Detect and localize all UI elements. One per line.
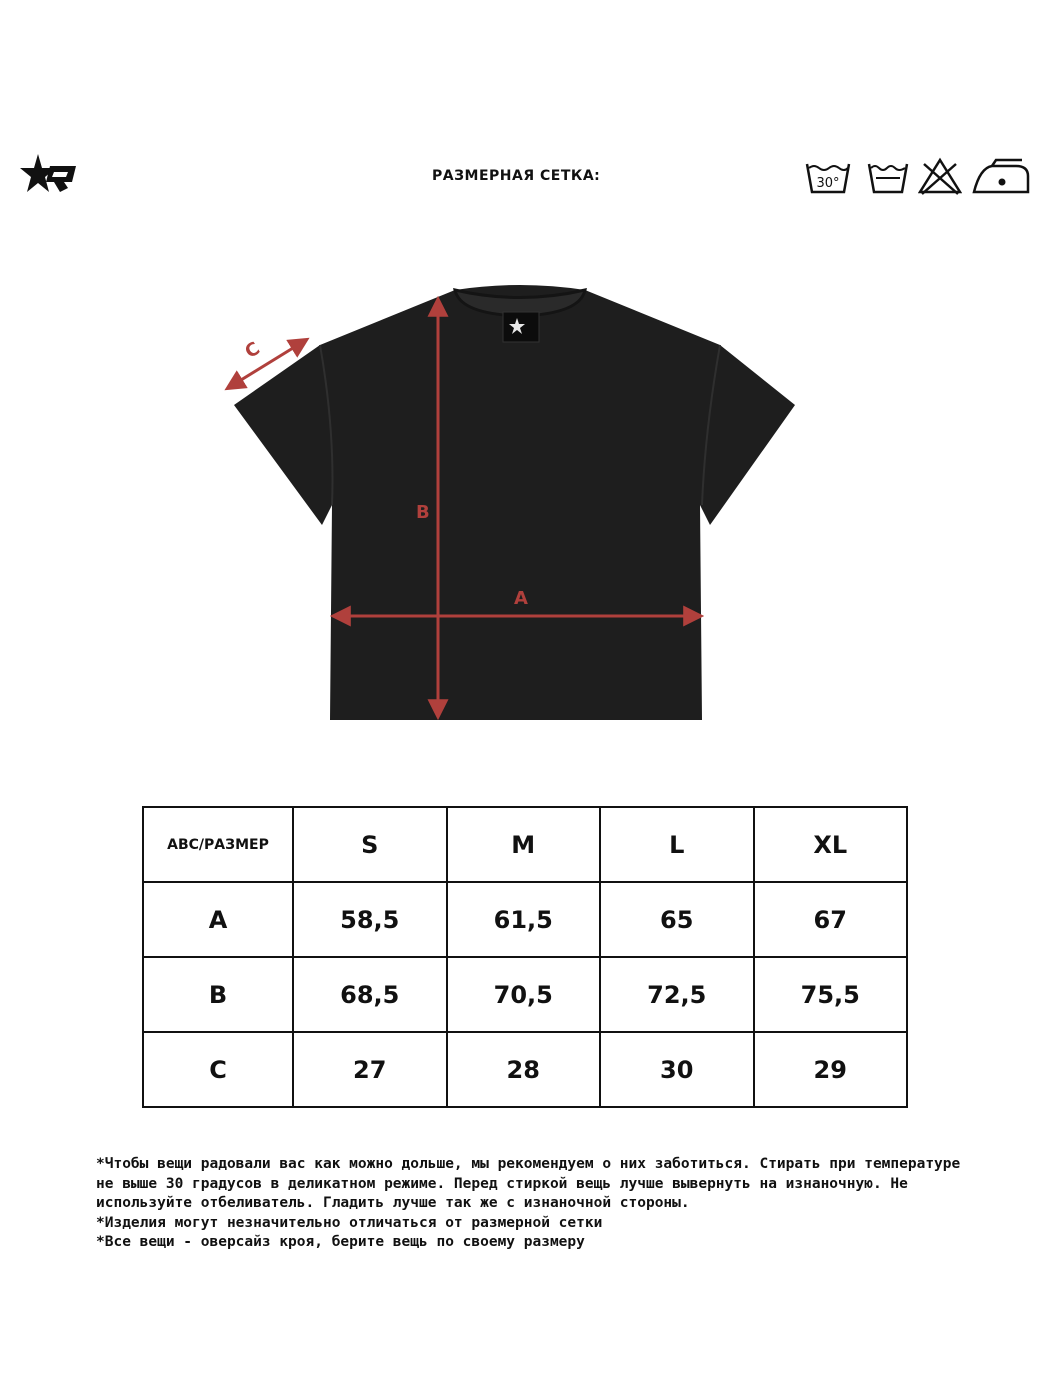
no-bleach-icon — [918, 156, 962, 200]
hand-wash-icon — [866, 156, 910, 200]
size-header: M — [447, 807, 601, 882]
table-header-row — [143, 807, 907, 882]
label-b: B — [416, 502, 430, 523]
table-cell: 72,5 — [600, 957, 754, 1032]
tshirt-diagram — [210, 270, 830, 740]
care-notes — [96, 1155, 976, 1253]
table-cell: 29 — [754, 1032, 908, 1107]
row-label: B — [143, 957, 293, 1032]
table-cell: 58,5 — [293, 882, 447, 957]
table-cell: 70,5 — [447, 957, 601, 1032]
table-corner-label: ABC/РАЗМЕР — [143, 807, 293, 882]
wash-30-icon — [804, 156, 852, 200]
note-oversize: *Все вещи - оверсайз кроя, берите вещь по своему размеру — [96, 1234, 585, 1250]
table-cell: 67 — [754, 882, 908, 957]
size-header: XL — [754, 807, 908, 882]
table-cell: 75,5 — [754, 957, 908, 1032]
label-c: C — [241, 338, 264, 363]
note-variation: *Изделия могут незначительно отличаться от размерной сетки — [96, 1214, 603, 1231]
table-row — [143, 957, 907, 1032]
table-row — [143, 1032, 907, 1107]
row-label: C — [143, 1032, 293, 1107]
table-cell: 30 — [600, 1032, 754, 1107]
page-title: РАЗМЕРНАЯ СЕТКА: — [432, 168, 601, 184]
table-cell: 28 — [447, 1032, 601, 1107]
iron-low-icon — [972, 156, 1030, 200]
row-label: A — [143, 882, 293, 957]
tshirt-shape — [234, 285, 795, 720]
size-header: S — [293, 807, 447, 882]
label-a: A — [514, 588, 528, 609]
size-header: L — [600, 807, 754, 882]
size-table — [142, 806, 908, 1108]
brand-logo — [20, 152, 80, 200]
table-cell: 27 — [293, 1032, 447, 1107]
wash-temp-label: 30° — [816, 176, 840, 191]
table-cell: 65 — [600, 882, 754, 957]
table-row — [143, 882, 907, 957]
table-cell: 68,5 — [293, 957, 447, 1032]
note-care: *Чтобы вещи радовали вас как можно дольше, мы рекомендуем о них заботиться. Стирать при температуре не выше 30 градусов в деликатном режиме. Перед стиркой вещь лучше вывернуть на изнаночную. Не используйте отбеливатель. Гладить лучше так же с изнаночной стороны. — [96, 1156, 961, 1211]
table-cell: 61,5 — [447, 882, 601, 957]
